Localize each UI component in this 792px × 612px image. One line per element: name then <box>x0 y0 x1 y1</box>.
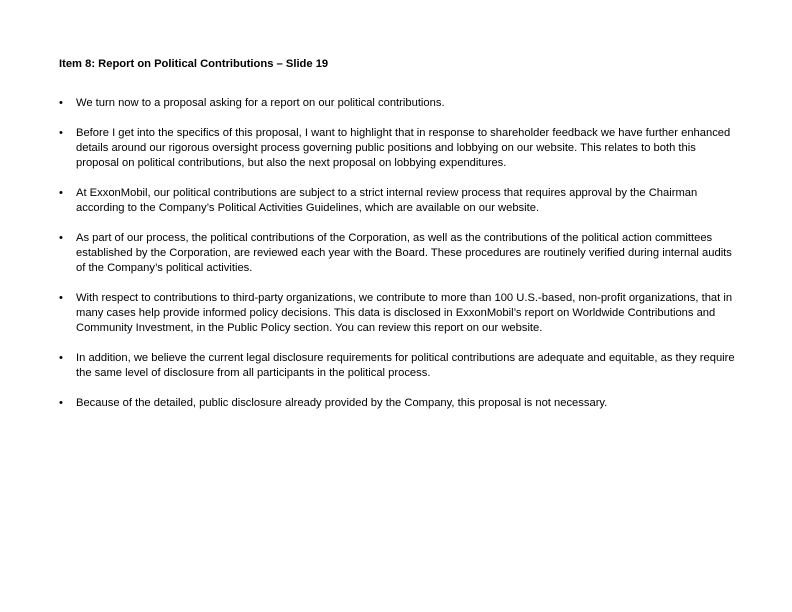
bullet-text: Because of the detailed, public disclosure already provided by the Company, this proposal is not necessary. <box>76 397 608 409</box>
bullet-item <box>59 396 739 411</box>
bullet-text: Before I get into the specifics of this proposal, I want to highlight that in response to shareholder feedback we have further enhanced details around our rigorous oversight process governing public positions and lobbying on our website. This relates to both this proposal on political contributions, but also the next proposal on lobbying expenditures. <box>76 127 731 169</box>
bullet-icon: • <box>59 232 63 244</box>
bullet-item <box>59 291 739 336</box>
bullet-text: As part of our process, the political contributions of the Corporation, as well as the contributions of the political action committees established by the Corporation, are reviewed each year with the Board. These procedures are routinely verified during internal audits of the Company’s political activities. <box>76 232 732 274</box>
bullet-text: With respect to contributions to third-party organizations, we contribute to more than 100 U.S.-based, non-profit organizations, that in many cases help provide informed policy decisions. This data is disclosed in ExxonMobil’s report on Worldwide Contributions and Community Investment, in the Public Policy section. You can review this report on our website. <box>76 292 733 334</box>
bullet-item <box>59 186 739 216</box>
bullet-icon: • <box>59 352 63 364</box>
bullet-item <box>59 96 739 111</box>
bullet-text: In addition, we believe the current legal disclosure requirements for political contributions are adequate and equitable, as they require the same level of disclosure from all participants in the political process. <box>76 352 735 379</box>
bullet-text: We turn now to a proposal asking for a report on our political contributions. <box>76 97 445 109</box>
bullet-icon: • <box>59 127 63 139</box>
bullet-icon: • <box>59 292 63 304</box>
bullet-icon: • <box>59 187 63 199</box>
bullet-icon: • <box>59 397 63 409</box>
bullet-item <box>59 231 739 276</box>
bullet-item <box>59 126 739 171</box>
bullet-text: At ExxonMobil, our political contributions are subject to a strict internal review process that requires approval by the Chairman according to the Company’s Political Activities Guidelines, which are available on our website. <box>76 187 698 214</box>
bullet-item <box>59 351 739 381</box>
bullet-icon: • <box>59 97 63 109</box>
page-heading: Item 8: Report on Political Contributions – Slide 19 <box>59 58 329 70</box>
bullet-list <box>59 96 739 426</box>
